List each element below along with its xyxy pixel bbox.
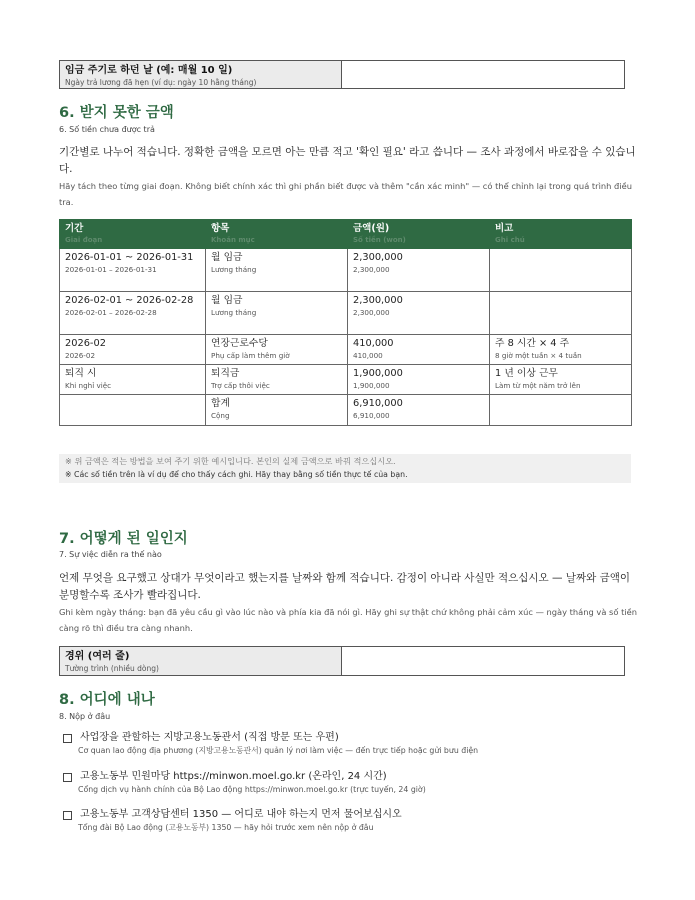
table-cell-remarks[interactable]: 1 년 이상 근무 Làm từ một năm trở lên (490, 365, 632, 395)
submit-option-online[interactable] (63, 770, 643, 796)
account-label-vi: Tường trình (nhiều dòng) (65, 664, 159, 673)
checkbox-icon[interactable] (63, 773, 72, 782)
option-label-vi: Cơ quan lao động địa phương (지방고용노동관서) quản lý nơi làm việc — đến trực tiếp hoặc gửi bưu điện (78, 746, 479, 755)
table-cell-amount[interactable]: 2,300,000 2,300,000 (348, 292, 490, 335)
section6-paragraph-ko: 기간별로 나누어 적습니다. 정확한 금액을 모르면 아는 만큼 적고 '확인 필요' 라고 씁니다 — 조사 과정에서 바로잡을 수 있습니다. (59, 146, 636, 175)
table-cell-item[interactable]: 합계 Cộng (206, 395, 348, 426)
checkbox-icon[interactable] (63, 811, 72, 820)
table-row (60, 365, 632, 395)
column-header-item: 항목 Khoản mục (206, 220, 348, 249)
table-cell-remarks[interactable] (490, 395, 632, 426)
table-cell-item[interactable]: 연장근로수당 Phụ cấp làm thêm giờ (206, 335, 348, 365)
example-amount-note (59, 454, 631, 483)
section6-subheading: 6. Số tiền chưa được trả (59, 125, 155, 134)
table-cell-remarks[interactable] (490, 292, 632, 335)
table-cell-amount[interactable]: 2,300,000 2,300,000 (348, 249, 490, 292)
table-cell-amount[interactable]: 6,910,000 6,910,000 (348, 395, 490, 426)
column-header-period: 기간 Giai đoạn (60, 220, 206, 249)
table-row (60, 335, 632, 365)
payday-input[interactable] (342, 61, 624, 88)
table-cell-item[interactable]: 퇴직금 Trợ cấp thôi việc (206, 365, 348, 395)
table-cell-amount[interactable]: 1,900,000 1,900,000 (348, 365, 490, 395)
column-header-remarks: 비고 Ghi chú (490, 220, 632, 249)
note-vi: ※ Các số tiền trên là ví dụ để cho thấy cách ghi. Hãy thay bằng số tiền thực tế của bạn. (65, 470, 408, 479)
section8-subheading: 8. Nộp ở đâu (59, 712, 111, 721)
section8-heading: 8. 어디에 내나 (59, 692, 155, 708)
table-cell-amount[interactable]: 410,000 410,000 (348, 335, 490, 365)
section7-heading: 7. 어떻게 된 일인지 (59, 531, 188, 547)
account-input[interactable] (342, 647, 624, 675)
payday-label-ko: 임금 주기로 하던 날 (예: 매월 10 일) (65, 65, 233, 76)
account-field-label (60, 647, 342, 675)
table-row (60, 249, 632, 292)
option-label-ko: 고용노동부 고객상담센터 1350 — 어디로 내야 하는지 먼저 물어보십시오 (80, 809, 402, 820)
payday-field-label (60, 61, 342, 88)
table-cell-item[interactable]: 월 임금 Lương tháng (206, 249, 348, 292)
table-cell-item[interactable]: 월 임금 Lương tháng (206, 292, 348, 335)
submit-option-local-office[interactable] (63, 731, 643, 757)
table-cell-period[interactable] (60, 395, 206, 426)
section6-heading: 6. 받지 못한 금액 (59, 105, 174, 121)
option-label-ko: 고용노동부 민원마당 https://minwon.moel.go.kr (온라인, 24 시간) (80, 771, 387, 782)
table-cell-period[interactable]: 2026-02-01 ~ 2026-02-28 2026-02-01 – 2026-02-28 (60, 292, 206, 335)
checkbox-icon[interactable] (63, 734, 72, 743)
table-cell-remarks[interactable]: 주 8 시간 × 4 주 8 giờ một tuần × 4 tuần (490, 335, 632, 365)
note-ko: ※ 위 금액은 적는 방법을 보여 주기 위한 예시입니다. 본인의 실제 금액으로 바꿔 적으십시오. (65, 456, 396, 466)
table-cell-remarks[interactable] (490, 249, 632, 292)
option-label-ko: 사업장을 관할하는 지방고용노동관서 (직접 방문 또는 우편) (80, 732, 339, 743)
table-header-row (60, 220, 632, 249)
option-label-vi: Cổng dịch vụ hành chính của Bộ Lao động https://minwon.moel.go.kr (trực tuyến, 24 giờ) (78, 785, 426, 794)
submit-option-call-center[interactable] (63, 808, 643, 834)
section7-paragraph-vi: Ghi kèm ngày tháng: bạn đã yêu cầu gì vào lúc nào và phía kia đã nói gì. Hãy ghi sự thật chứ không phải cảm xúc — ngày tháng và số tiền càng rõ thì điều tra càng nhanh. (59, 607, 638, 633)
payday-label-vi: Ngày trả lương đã hẹn (ví dụ: ngày 10 hằng tháng) (65, 78, 257, 87)
column-header-amount: 금액(원) Số tiền (won) (348, 220, 490, 249)
table-row (60, 292, 632, 335)
payday-field-row (59, 60, 625, 89)
table-cell-period[interactable]: 2026-02 2026-02 (60, 335, 206, 365)
account-field-row (59, 646, 625, 676)
section6-paragraph-vi: Hãy tách theo từng giai đoạn. Không biết chính xác thì ghi phần biết được và thêm "cần xác minh" — có thể chỉnh lại trong quá trình điều tra. (59, 181, 632, 207)
section7-subheading: 7. Sự việc diễn ra thế nào (59, 550, 162, 559)
table-cell-period[interactable]: 퇴직 시 Khi nghỉ việc (60, 365, 206, 395)
option-label-vi: Tổng đài Bộ Lao động (고용노동부) 1350 — hãy hỏi trước xem nên nộp ở đâu (78, 823, 374, 832)
account-label-ko: 경위 (여러 줄) (65, 651, 130, 662)
table-total-row (60, 395, 632, 426)
table-cell-period[interactable]: 2026-01-01 ~ 2026-01-31 2026-01-01 – 2026-01-31 (60, 249, 206, 292)
unpaid-amounts-table (59, 219, 632, 426)
section7-paragraph-ko: 언제 무엇을 요구했고 상대가 무엇이라고 했는지를 날짜와 함께 적습니다. 감정이 아니라 사실만 적으십시오 — 날짜와 금액이 분명할수록 조사가 빨라집니다. (59, 572, 631, 601)
